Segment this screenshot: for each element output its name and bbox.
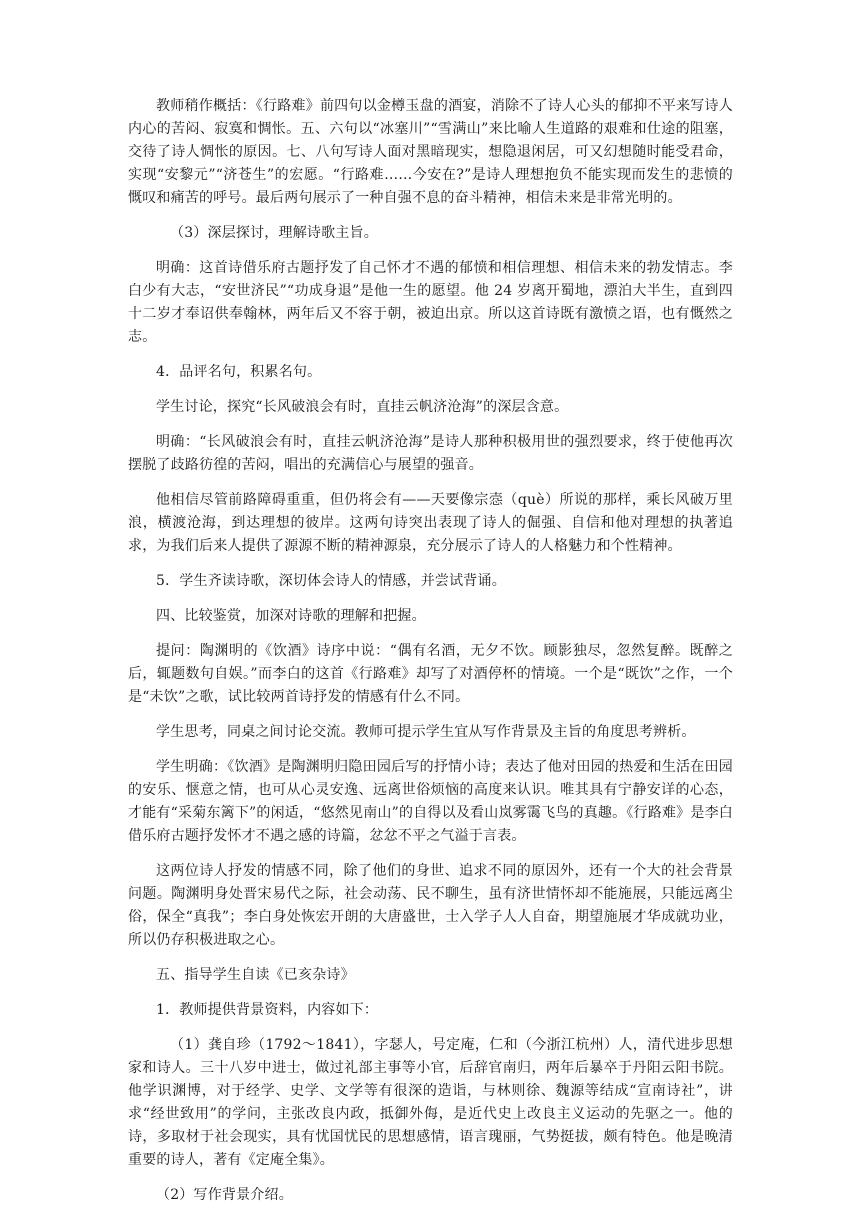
document-body [128, 95, 733, 1219]
paragraph-step-5: 5．学生齐读诗歌，深切体会诗人的情感，并尝试背诵。 [156, 573, 506, 589]
paragraph-step-3: （3）深层探讨，理解诗歌主旨。 [170, 225, 378, 241]
paragraph-summary: 教师稍作概括：《行路难》前四句以金樽玉盘的酒宴，消除不了诗人心头的郁抑不平来写诗人内心的苦闷、寂寞和惆怅。五、六句以“冰塞川”“雪满山”来比喻人生道路的艰难和仕途的阻塞，交待了诗人惆怅的原因。七、八句写诗人面对黑暗现实，想隐退闲居，可又幻想随时能受君命，实现“安黎元”“济苍生”的宏愿。“行路难……今安在?”是诗人理想抱负不能实现而发生的悲愤的慨叹和痛苦的呼号。最后两句展示了一种自强不息的奋斗精神，相信未来是非常光明的。 [128, 98, 733, 206]
paragraph-question: 提问：陶渊明的《饮酒》诗序中说：“偶有名酒，无夕不饮。顾影独尽，忽然复醉。既醉之后，辄题数句自娱。”而李白的这首《行路难》却写了对酒停杯的情境。一个是“既饮”之作，一个是“未饮”之歌，试比较两首诗抒发的情感有什么不同。 [128, 643, 733, 705]
paragraph-author-bio: （1）龚自珍（1792～1841），字瑟人，号定庵，仁和（今浙江杭州）人，清代进步思想家和诗人。三十八岁中进士，做过礼部主事等小官，后辞官南归，两年后暴卒于丹阳云阳书院。他学识渊博，对于经学、史学、文学等有很深的造诣，与林则徐、魏源等结成“宣南诗社”，讲求“经世致用”的学问，主张改良内政，抵御外侮，是近代史上改良主义运动的先驱之一。他的诗，多取材于社会现实，具有忧国忧民的思想感情，语言瑰丽，气势挺拔，颇有特色。他是晚清重要的诗人，著有《定庵全集》。 [128, 1037, 733, 1168]
paragraph-writing-background: （2）写作背景介绍。 [156, 1187, 293, 1203]
paragraph-famous-line-detail: 他相信尽管前路障碍重重，但仍将会有——天要像宗悫（què）所说的那样，乘长风破万里浪，横渡沧海，到达理想的彼岸。这两句诗突出表现了诗人的倔强、自信和他对理想的执著追求，为我们后来人提供了源源不断的精神源泉，充分展示了诗人的人格魅力和个性精神。 [128, 492, 733, 554]
paragraph-background-intro: 1．教师提供背景资料，内容如下： [156, 1002, 379, 1018]
paragraph-famous-line-answer: 明确：“长风破浪会有时，直挂云帆济沧海”是诗人那种积极用世的强烈要求，终于使他再次摆脱了歧路彷徨的苦闷，唱出的充满信心与展望的强音。 [128, 434, 733, 473]
paragraph-theme-answer: 明确：这首诗借乐府古题抒发了自己怀才不遇的郁愤和相信理想、相信未来的勃发情志。李白少有大志，“安世济民”“功成身退”是他一生的愿望。他 24 岁离开蜀地，漂泊大半生，直到四十二岁才奉诏供奉翰林，两年后又不容于朝，被迫出京。所以这首诗既有激愤之语，也有慨然之志。 [128, 260, 733, 345]
paragraph-student-thinking: 学生思考，同桌之间讨论交流。教师可提示学生宜从写作背景及主旨的角度思考辨析。 [156, 724, 696, 740]
paragraph-comparison-summary: 这两位诗人抒发的情感不同，除了他们的身世、追求不同的原因外，还有一个大的社会背景问题。陶渊明身处晋宋易代之际，社会动荡、民不聊生，虽有济世情怀却不能施展，只能远离尘俗，保全“真我”；李白身处恢宏开朗的大唐盛世，士入学子人人自奋，期望施展才华成就功业，所以仍存积极进取之心。 [128, 863, 733, 948]
paragraph-student-answer: 学生明确：《饮酒》是陶渊明归隐田园后写的抒情小诗；表达了他对田园的热爱和生活在田园的安乐、惬意之情，也可从心灵安逸、远离世俗烦恼的高度来认识。唯其具有宁静安详的心态，才能有“采菊东篱下”的闲适，“悠然见南山”的自得以及看山岚雾霭飞鸟的真趣。《行路难》是李白借乐府古题抒发怀才不遇之感的诗篇，忿忿不平之气溢于言表。 [128, 759, 733, 844]
paragraph-step-4: 4．品评名句，积累名句。 [156, 364, 322, 380]
section-heading-self-reading: 五、指导学生自读《已亥杂诗》 [156, 967, 355, 983]
paragraph-discussion: 学生讨论，探究“长风破浪会有时，直挂云帆济沧海”的深层含意。 [156, 399, 569, 415]
section-heading-comparison: 四、比较鉴赏，加深对诗歌的理解和把握。 [156, 608, 426, 624]
